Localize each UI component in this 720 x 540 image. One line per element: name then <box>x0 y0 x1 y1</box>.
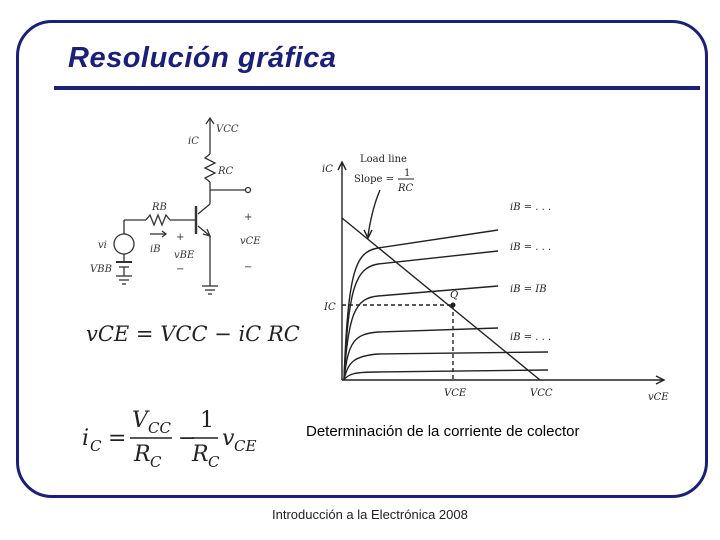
q-point-marker <box>451 303 456 308</box>
svg-text:C: C <box>208 453 220 471</box>
svg-text:v: v <box>222 426 235 451</box>
svg-text:C: C <box>150 453 162 471</box>
ib-label: iB <box>150 244 161 255</box>
vcc-tick-label: VCC <box>530 388 553 399</box>
minus-in-label: − <box>176 264 185 275</box>
transistor-circuit <box>84 110 284 310</box>
vce-equation: vCE = VCC − iC RC <box>86 322 300 346</box>
curve-5 <box>344 352 548 380</box>
ic-equation <box>82 405 282 475</box>
svg-text:R: R <box>134 442 151 467</box>
vi-label: vi <box>98 240 107 251</box>
collector-leg <box>198 204 210 214</box>
vcc-label: VCC <box>216 124 239 135</box>
output-terminal <box>246 188 251 193</box>
vce-tick-label: VCE <box>444 388 467 399</box>
load-line-label: Load line <box>360 154 407 165</box>
curve-label-2: iB = . . . <box>510 242 552 253</box>
vbb-label: VBB <box>90 264 112 275</box>
slope-denominator: RC <box>398 183 414 194</box>
x-axis-label: vCE <box>648 392 669 403</box>
load-line-pointer <box>368 190 380 236</box>
svg-text:1: 1 <box>200 408 214 433</box>
vi-source <box>114 234 134 254</box>
ic-label: iC <box>188 136 199 147</box>
minus-out-label: − <box>244 262 253 273</box>
y-axis-label: iC <box>322 164 333 175</box>
svg-text:−: − <box>178 426 197 451</box>
curve-label-3: iB = IB <box>510 284 547 295</box>
vbe-label: vBE <box>174 250 195 261</box>
output-characteristics-graph <box>318 148 678 410</box>
plus-out-label: + <box>244 212 253 223</box>
rc-label: RC <box>218 166 234 177</box>
rb-resistor <box>146 215 170 225</box>
plus-in-label: + <box>176 232 185 243</box>
ic-tick-label: IC <box>324 302 336 313</box>
curve-3 <box>344 286 498 380</box>
rb-label: RB <box>152 202 167 213</box>
title-rule <box>54 86 700 90</box>
curve-label-4: iB = . . . <box>510 332 552 343</box>
svg-text:R: R <box>192 442 209 467</box>
slope-numerator: 1 <box>404 168 411 179</box>
svg-text:i: i <box>82 426 90 451</box>
q-point-label: Q <box>450 290 459 301</box>
svg-text:V: V <box>132 408 148 433</box>
svg-text:CE: CE <box>234 437 257 455</box>
slide-title: Resolución gráfica <box>68 42 337 74</box>
curve-label-1: iB = . . . <box>510 202 552 213</box>
figure-caption: Determinación de la corriente de colector <box>306 423 580 440</box>
rc-resistor <box>205 154 215 182</box>
curve-2 <box>344 251 498 380</box>
slope-label: Slope = − <box>354 174 406 185</box>
svg-text:CC: CC <box>148 419 171 437</box>
svg-text:=: = <box>108 426 127 451</box>
slide-footer: Introducción a la Electrónica 2008 <box>272 507 468 522</box>
curve-6 <box>344 370 548 380</box>
vce-label: vCE <box>240 236 261 247</box>
svg-text:C: C <box>90 437 102 455</box>
